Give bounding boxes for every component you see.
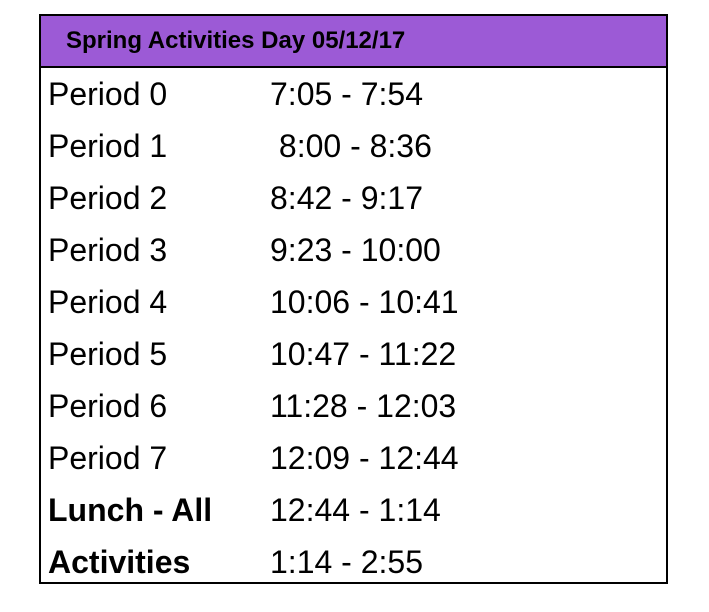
schedule-row [41, 224, 666, 276]
lunch-time: 12:44 - 1:14 [270, 492, 441, 528]
schedule-row [41, 328, 666, 380]
schedule-header [41, 16, 666, 68]
period-time: 10:06 - 10:41 [270, 284, 459, 320]
lunch-label: Lunch - All [48, 492, 213, 528]
period-time: 8:00 - 8:36 [270, 128, 432, 164]
period-label: Period 2 [48, 180, 168, 216]
period-time: 11:28 - 12:03 [270, 388, 457, 424]
schedule-row [41, 432, 666, 484]
schedule-title: Spring Activities Day 05/12/17 [66, 27, 406, 54]
schedule-row [41, 276, 666, 328]
period-time: 8:42 - 9:17 [270, 180, 423, 216]
period-time: 7:05 - 7:54 [270, 76, 423, 112]
period-label: Period 1 [48, 128, 168, 164]
schedule-row [41, 68, 666, 120]
period-label: Period 6 [48, 388, 168, 424]
activities-label: Activities [48, 544, 191, 580]
period-time: 10:47 - 11:22 [270, 336, 457, 372]
period-label: Period 7 [48, 440, 168, 476]
schedule-row [41, 120, 666, 172]
period-label: Period 3 [48, 232, 168, 268]
schedule-row [41, 536, 666, 588]
period-time: 12:09 - 12:44 [270, 440, 459, 476]
activities-time: 1:14 - 2:55 [270, 544, 423, 580]
period-label: Period 5 [48, 336, 168, 372]
period-label: Period 0 [48, 76, 168, 112]
period-time: 9:23 - 10:00 [270, 232, 441, 268]
schedule-row [41, 172, 666, 224]
schedule-table [39, 14, 668, 584]
schedule-row [41, 484, 666, 536]
schedule-row [41, 380, 666, 432]
period-label: Period 4 [48, 284, 168, 320]
